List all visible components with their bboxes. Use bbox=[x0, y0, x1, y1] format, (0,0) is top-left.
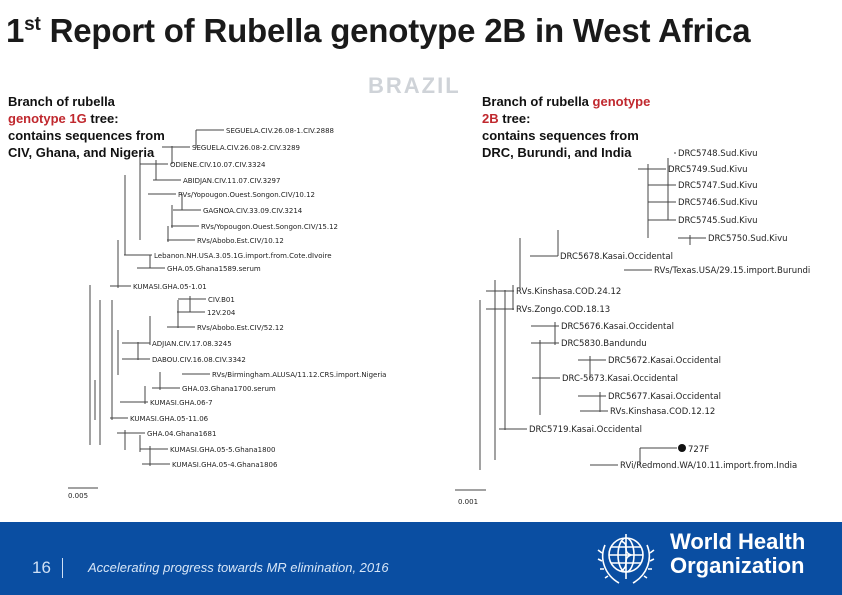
tree-leaf-label: CIV.B01 bbox=[208, 296, 235, 304]
footer-separator bbox=[62, 558, 63, 578]
tree-leaf-label: 727F bbox=[688, 445, 710, 455]
footer-bar bbox=[0, 522, 842, 595]
tree-leaf-label: ABIDJAN.CIV.11.07.CIV.3297 bbox=[183, 177, 281, 185]
tree-leaf-label: SEGUELA.CIV.26.08-1.CIV.2888 bbox=[226, 127, 334, 135]
tree-leaf-label: DRC-5673.Kasai.Occidental bbox=[562, 374, 679, 384]
tree-leaf-label: DRC5830.Bandundu bbox=[561, 339, 647, 349]
tree-leaf-label: KUMASI.GHA.06-7 bbox=[150, 399, 213, 407]
page-number: 16 bbox=[32, 558, 51, 577]
tree-leaf-label: KUMASI.GHA.05-5.Ghana1800 bbox=[170, 446, 276, 454]
tree-leaf-label: GHA.04.Ghana1681 bbox=[147, 430, 217, 438]
tree-leaf-label: DABOU.CIV.16.08.CIV.3342 bbox=[152, 356, 246, 364]
tree-leaf-label: RVs.Kinshasa.COD.24.12 bbox=[516, 287, 622, 297]
tree-leaf-label: DRC5748.Sud.Kivu bbox=[678, 149, 758, 159]
who-emblem-icon bbox=[593, 525, 659, 591]
tree-leaf-label: RVs.Zongo.COD.18.13 bbox=[516, 305, 611, 315]
tree-leaf-label: DRC5747.Sud.Kivu bbox=[678, 181, 758, 191]
slide-title: 1st Report of Rubella genotype 2B in West Africa bbox=[6, 12, 751, 49]
tree-leaf-label: DRC5750.Sud.Kivu bbox=[708, 234, 788, 244]
tree-leaf-label: SEGUELA.CIV.26.08-2.CIV.3289 bbox=[192, 144, 300, 152]
scale-bar-label: 0.001 bbox=[458, 498, 479, 506]
tree-leaf-label: KUMASI.GHA.05-11.06 bbox=[130, 415, 209, 423]
tree-leaf-label: RVs/Yopougon.Ouest.Songon.CIV/10.12 bbox=[178, 191, 316, 199]
tree-leaf-label: RVs/Abobo.Est.CIV/52.12 bbox=[197, 324, 284, 332]
tree-leaf-label: 12V.204 bbox=[207, 309, 236, 317]
tree-leaf-label: GHA.05.Ghana1589.serum bbox=[167, 265, 261, 273]
tree-leaf-label: DRC5719.Kasai.Occidental bbox=[529, 425, 642, 435]
tree-leaf-label: GHA.03.Ghana1700.serum bbox=[182, 385, 276, 393]
tree-leaf-label: DRC5676.Kasai.Occidental bbox=[561, 322, 674, 332]
tree-leaf-label: ODIENE.CIV.10.07.CIV.3324 bbox=[170, 161, 266, 169]
tree-leaf-label: KUMASI.GHA.05-4.Ghana1806 bbox=[172, 461, 278, 469]
tree-leaf-label: DRC5745.Sud.Kivu bbox=[678, 216, 758, 226]
who-wordmark: World Health Organization bbox=[670, 529, 806, 578]
tree-leaf-label: KUMASI.GHA.05-1.01 bbox=[133, 283, 207, 291]
ghost-text: BRAZIL bbox=[368, 73, 461, 98]
tree-leaf-label: DRC5678.Kasai.Occidental bbox=[560, 252, 673, 262]
tree-leaf-label: RVs/Abobo.Est.CIV/10.12 bbox=[197, 237, 284, 245]
tree-leaf-label: GAGNOA.CIV.33.09.CIV.3214 bbox=[203, 207, 303, 215]
footer-text: Accelerating progress towards MR elimination, 2016 bbox=[88, 560, 389, 575]
tree-leaf-label: DRC5672.Kasai.Occidental bbox=[608, 356, 721, 366]
right-tree-caption: Branch of rubella genotype 2B tree: contains sequences from DRC, Burundi, and India bbox=[478, 91, 674, 158]
tree-leaf-label: RVs/Birmingham.ALUSA/11.12.CRS.import.Nigeria bbox=[212, 371, 387, 379]
left-tree-caption: Branch of rubella genotype 1G tree: contains sequences from CIV, Ghana, and Nigeria bbox=[8, 94, 165, 160]
scale-bar-label: 0.005 bbox=[68, 492, 89, 500]
tree-leaf-label: DRC5749.Sud.Kivu bbox=[668, 165, 748, 175]
tree-leaf-label: Lebanon.NH.USA.3.05.1G.import.from.Cote.dIvoire bbox=[154, 252, 332, 260]
tree-leaf-label: RVs/Yopougon.Ouest.Songon.CIV/15.12 bbox=[201, 223, 339, 231]
tree-leaf-label: DRC5746.Sud.Kivu bbox=[678, 198, 758, 208]
tree-leaf-label: RVi/Redmond.WA/10.11.import.from.India bbox=[620, 461, 798, 471]
tree-leaf-label: RVs/Texas.USA/29.15.import.Burundi bbox=[654, 266, 811, 276]
tree-leaf-label: RVs.Kinshasa.COD.12.12 bbox=[610, 407, 716, 417]
tree-leaf-label: DRC5677.Kasai.Occidental bbox=[608, 392, 721, 402]
tree-leaf-label: ADJIAN.CIV.17.08.3245 bbox=[152, 340, 232, 348]
marker-dot bbox=[678, 444, 686, 452]
